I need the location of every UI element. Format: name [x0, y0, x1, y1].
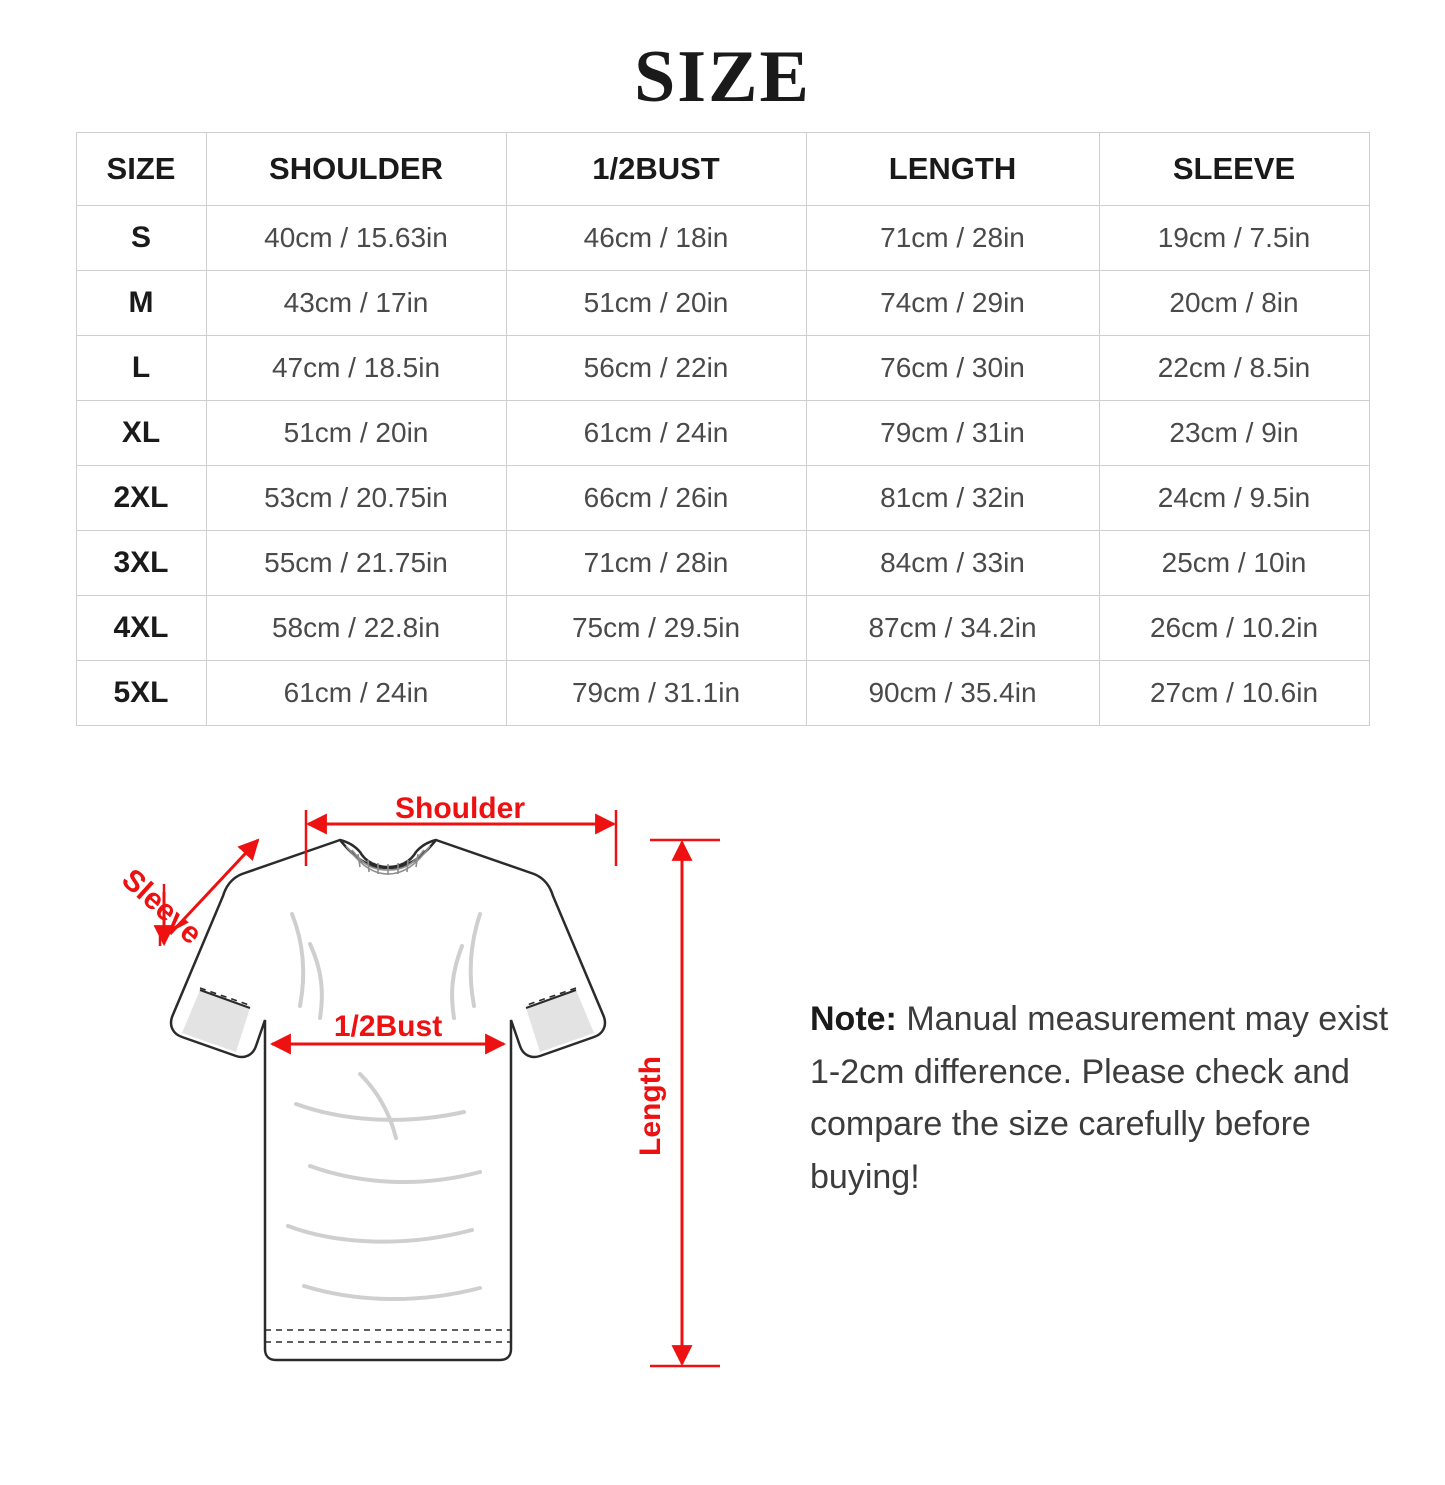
table-row: [76, 206, 1369, 271]
page-title: SIZE: [634, 36, 811, 118]
table-row: [76, 466, 1369, 531]
note-prefix: Note:: [810, 1000, 897, 1038]
cell-size: 3XL: [76, 531, 206, 596]
cell-length: 87cm / 34.2in: [806, 596, 1099, 661]
shoulder-label: Shoulder: [394, 792, 526, 825]
table-row: [76, 336, 1369, 401]
cell-bust: 61cm / 24in: [506, 401, 806, 466]
tshirt-outline: [171, 840, 605, 1360]
cell-size: S: [76, 206, 206, 271]
column-header-bust: 1/2BUST: [506, 133, 806, 206]
cell-size: XL: [76, 401, 206, 466]
cell-sleeve: 22cm / 8.5in: [1099, 336, 1369, 401]
table-row: [76, 401, 1369, 466]
cell-size: 2XL: [76, 466, 206, 531]
cell-bust: 66cm / 26in: [506, 466, 806, 531]
cell-sleeve: 26cm / 10.2in: [1099, 596, 1369, 661]
cell-shoulder: 51cm / 20in: [206, 401, 506, 466]
cell-length: 76cm / 30in: [806, 336, 1099, 401]
tshirt-measurement-diagram: [60, 774, 800, 1434]
table-row: [76, 271, 1369, 336]
cell-shoulder: 58cm / 22.8in: [206, 596, 506, 661]
cell-sleeve: 23cm / 9in: [1099, 401, 1369, 466]
cell-sleeve: 25cm / 10in: [1099, 531, 1369, 596]
table-row: [76, 596, 1369, 661]
column-header-shoulder: SHOULDER: [206, 133, 506, 206]
table-row: [76, 661, 1369, 726]
cell-length: 79cm / 31in: [806, 401, 1099, 466]
cell-shoulder: 53cm / 20.75in: [206, 466, 506, 531]
length-measure: [634, 840, 720, 1366]
cell-size: 5XL: [76, 661, 206, 726]
cell-length: 84cm / 33in: [806, 531, 1099, 596]
cell-bust: 51cm / 20in: [506, 271, 806, 336]
note-text: [810, 993, 1390, 1204]
cell-sleeve: 19cm / 7.5in: [1099, 206, 1369, 271]
half-bust-label: 1/2Bust: [333, 1010, 443, 1043]
cell-size: 4XL: [76, 596, 206, 661]
length-label: Length: [634, 1056, 667, 1156]
size-chart-table: [76, 132, 1370, 726]
cell-sleeve: 24cm / 9.5in: [1099, 466, 1369, 531]
cell-length: 71cm / 28in: [806, 206, 1099, 271]
column-header-size: SIZE: [76, 133, 206, 206]
table-row: [76, 531, 1369, 596]
cell-length: 90cm / 35.4in: [806, 661, 1099, 726]
cell-sleeve: 27cm / 10.6in: [1099, 661, 1369, 726]
cell-size: M: [76, 271, 206, 336]
cell-shoulder: 47cm / 18.5in: [206, 336, 506, 401]
column-header-length: LENGTH: [806, 133, 1099, 206]
cell-shoulder: 61cm / 24in: [206, 661, 506, 726]
sleeve-label: Sleeve: [115, 862, 209, 951]
cell-shoulder: 43cm / 17in: [206, 271, 506, 336]
cell-size: L: [76, 336, 206, 401]
cell-shoulder: 40cm / 15.63in: [206, 206, 506, 271]
cell-bust: 46cm / 18in: [506, 206, 806, 271]
cell-bust: 79cm / 31.1in: [506, 661, 806, 726]
table-header-row: [76, 133, 1369, 206]
column-header-sleeve: SLEEVE: [1099, 133, 1369, 206]
cell-length: 74cm / 29in: [806, 271, 1099, 336]
cell-sleeve: 20cm / 8in: [1099, 271, 1369, 336]
note-body: Manual measurement may exist 1-2cm difference. Please check and compare the size carefully before buying!: [810, 1000, 1389, 1197]
cell-bust: 71cm / 28in: [506, 531, 806, 596]
cell-bust: 75cm / 29.5in: [506, 596, 806, 661]
cell-bust: 56cm / 22in: [506, 336, 806, 401]
cell-length: 81cm / 32in: [806, 466, 1099, 531]
cell-shoulder: 55cm / 21.75in: [206, 531, 506, 596]
